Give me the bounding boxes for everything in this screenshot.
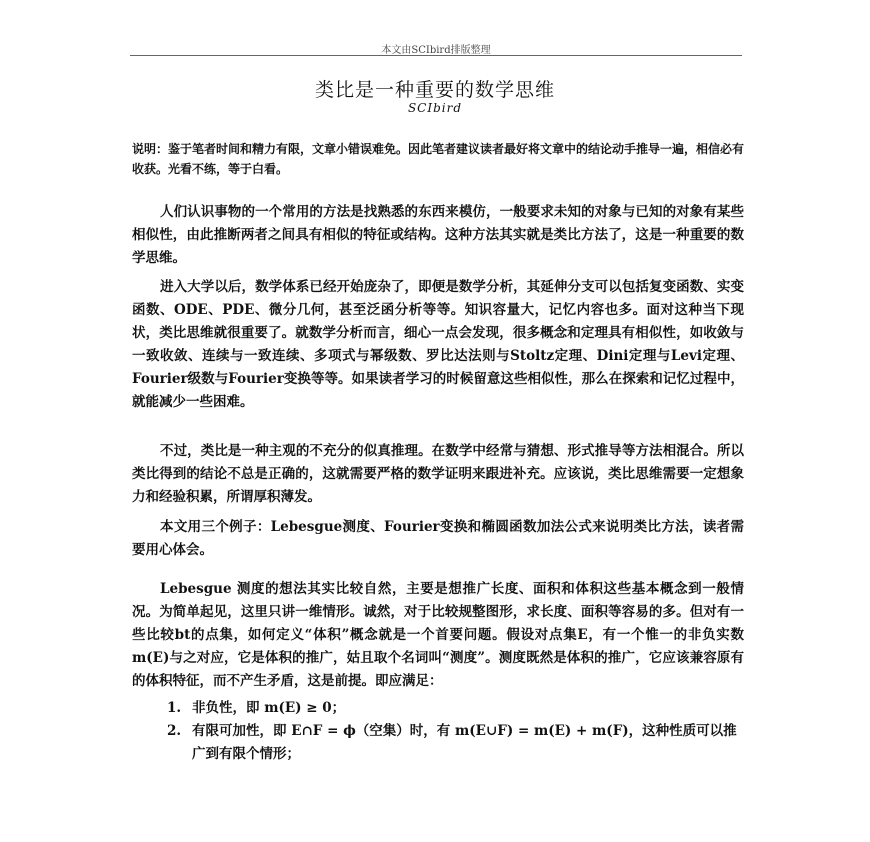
paragraph-analogy-limits: 不过，类比是一种主观的不充分的似真推理。在数学中经常与猜想、形式推导等方法相混合。所以类比得到的结论不总是正确的，这就需要严格的数学证明来跟进补充。应该说，类比思维需要一定想象力和经验积累，所谓厚积薄发。: [132, 443, 744, 505]
preface-note: 说明：鉴于笔者时间和精力有限，文章小错误难免。因此笔者建议读者最好将文章中的结论动手推导一遍，相信必有收获。光看不练，等于白看。: [132, 142, 745, 176]
paragraph-examples: 本文用三个例子：Lebesgue测度、Fourier变换和椭圆函数加法公式来说明类比方法，读者需要用心体会。: [132, 519, 744, 558]
header-rule: [130, 55, 742, 56]
list-text: 非负性，即 m(E) ≥ 0；: [192, 700, 346, 716]
list-number: 2.: [167, 723, 182, 739]
document-author: SCIbird: [407, 101, 463, 115]
list-text: 有限可加性，即 E∩F = ϕ（空集）时，有 m(E∪F) = m(E) + m(F)，这种性质可以推广到有限个情形；: [192, 723, 737, 762]
page-header: 本文由SCIbird排版整理: [381, 45, 491, 56]
paragraph-university: 进入大学以后，数学体系已经开始庞杂了，即便是数学分析，其延伸分支可以包括复变函数、实变函数、ODE、PDE、微分几何，甚至泛函分析等等。知识容量大，记忆内容也多。面对这种当下现状，类比思维就很重要了。就数学分析而言，细心一点会发现，很多概念和定理具有相似性，如收敛与一致收敛、连续与一致连续、多项式与幂级数、罗比达法则与Stoltz定理、Dini定理与Levi定理、Fourier级数与Fourier变换等等。如果读者学习的时候留意这些相似性，那么在探索和记忆过程中，就能减少一些困难。: [132, 279, 744, 410]
paragraph-lebesgue: Lebesgue 测度的想法其实比较自然，主要是想推广长度、面积和体积这些基本概念到一般情况。为简单起见，这里只讲一维情形。诚然，对于比较规整图形，求长度、面积等容易的多。但对有一些比较bt的点集，如何定义“体积”概念就是一个首要问题。假设对点集E，有一个惟一的非负实数m(E)与之对应，它是体积的推广，姑且取个名词叫“测度”。测度既然是体积的推广，它应该兼容原有的体积特征，而不产生矛盾，这是前提。即应满足：: [132, 581, 744, 689]
list-number: 1.: [167, 700, 182, 716]
document-title: 类比是一种重要的数学思维: [314, 79, 555, 101]
paragraph-intro: 人们认识事物的一个常用的方法是找熟悉的东西来模仿，一般要求未知的对象与已知的对象有某些相似性，由此推断两者之间具有相似的特征或结构。这种方法其实就是类比方法了，这是一种重要的数学思维。: [132, 204, 744, 266]
